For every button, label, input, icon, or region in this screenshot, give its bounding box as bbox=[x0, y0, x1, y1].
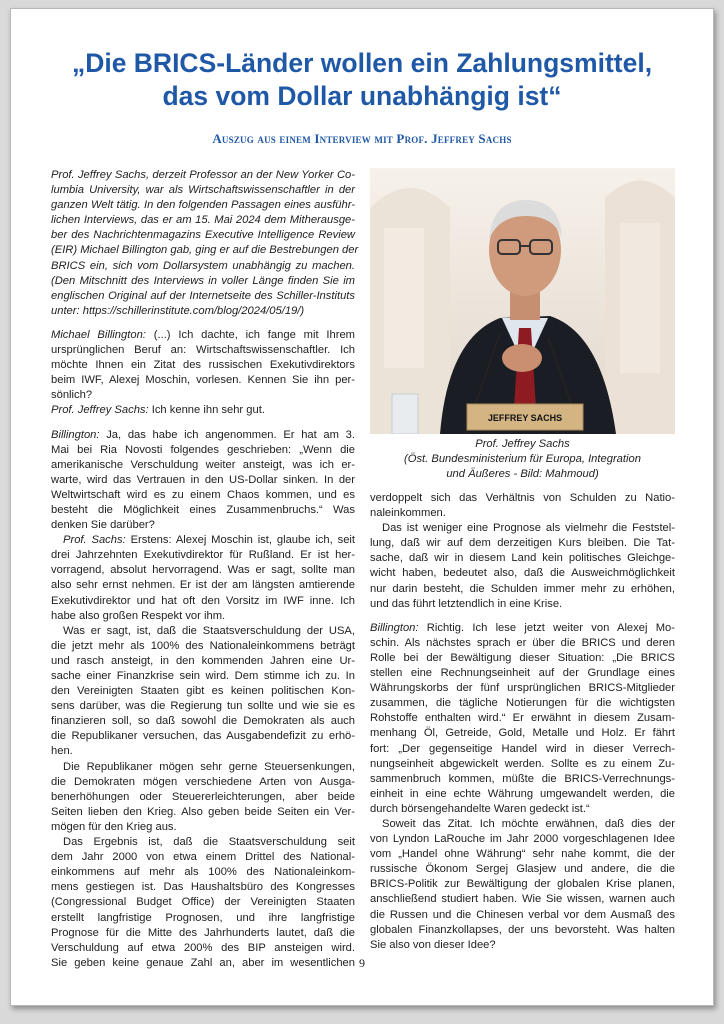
text-line: naleinkommen. bbox=[370, 507, 446, 520]
text-line: möchte Ihnen ein Zitat des russischen Exekutivdirektors bbox=[51, 359, 355, 372]
text-line: globalen Finanzkollapses, der uns bevorsteht. Was halten bbox=[370, 923, 675, 936]
text-line: einkommens auf mehr als 100% des Nationaleinkom- bbox=[51, 866, 355, 879]
magazine-page bbox=[10, 8, 714, 1006]
article-title bbox=[31, 47, 693, 113]
caption-line: Prof. Jeffrey Sachs bbox=[475, 438, 570, 450]
caption-line: (Öst. Bundesministerium für Europa, Integration bbox=[404, 453, 641, 465]
text-line: mögen für den Krieg aus. bbox=[51, 820, 177, 833]
left-column bbox=[51, 168, 359, 971]
intro-line: (EIR) Michael Billington gab, ging er auf die Bestrebungen der bbox=[51, 244, 359, 257]
text-line: lung, daß wir auf dem derzeitigen Kurs bleiben. Die Tat- bbox=[370, 537, 675, 550]
intro-line: lumbia University, war als Wirtschaftswissenschaftler in der bbox=[51, 184, 355, 197]
text-line: vorragend, absolut hervorragend. Was er sagt, sollte man bbox=[51, 564, 355, 577]
intro-line: ganzen Welt tätig. In den folgenden Passagen eines ausführ- bbox=[51, 199, 355, 212]
text-line: russische Ökonom Sergej Glasjew und andere, die die bbox=[370, 863, 675, 876]
intro-line: englischen Original auf der Internetseite des Schiller-Instituts bbox=[51, 289, 355, 302]
question-paragraph bbox=[51, 428, 355, 534]
text-line: drei Jahrzehnten Exekutivdirektor für Rußland. Er ist her- bbox=[51, 549, 355, 562]
text-line: menhang Öl, Getreide, Gold, Metalle und Holz. Er fährt bbox=[370, 727, 675, 740]
text-line: Erstens: Alexej Moschin ist, glaube ich, seit bbox=[125, 534, 356, 547]
speaker-label: Michael Billington: bbox=[51, 328, 146, 341]
question-paragraph bbox=[51, 328, 355, 419]
right-column bbox=[370, 491, 675, 953]
page-number: 9 bbox=[359, 956, 365, 970]
text-line: amerikanische Verschuldung weiter ansteigt, was ich er- bbox=[51, 458, 355, 471]
intro-line: (Den Mitschnitt des Interviews in voller Länge finden Sie im bbox=[51, 274, 355, 287]
text-line: vom „Handel ohne Währung“ sehr nahe kommt, die der bbox=[370, 848, 675, 861]
text-line: sache einer Finanzkrise sein wird. Dem stimme ich zu. In bbox=[51, 670, 355, 682]
text-line: mens gestiegen ist. Das Haushaltsbüro des Kongresses bbox=[51, 881, 355, 894]
text-line: und rasch ansteigt, in den kommenden Jahren eine Ur- bbox=[51, 654, 355, 667]
text-line: (...) Ich dachte, ich fange mit Ihrem bbox=[145, 328, 355, 341]
intro-line: BRICS ein, sich vom Dollarsystem unabhängig zu machen. bbox=[51, 259, 355, 272]
text-line: Exekutivdirektor und hat oft den Vorsitz im IWF inne. Ich bbox=[51, 594, 355, 607]
intro-line: ber des Nachrichtenmagazins Executive Intelligence Review bbox=[51, 229, 355, 242]
text-line: einheit in eine echte Währung umgewandelt werden, die bbox=[370, 787, 675, 800]
question-paragraph bbox=[370, 621, 675, 817]
text-line: sönlich? bbox=[51, 389, 93, 402]
text-line: Was er sagt, ist, daß die Staatsverschuldung der USA, bbox=[63, 624, 355, 637]
body-paragraph bbox=[51, 835, 355, 971]
speaker-photo bbox=[370, 168, 675, 434]
text-line: Richtig. Ich lese jetzt weiter von Alexej Mo- bbox=[418, 621, 675, 634]
article-subtitle: Auszug aus einem Interview mit Prof. Jeffrey Sachs bbox=[212, 131, 512, 146]
text-line: ursprünglichen Beruf an: Wirtschaftswissenschaftler. Ich bbox=[51, 344, 355, 357]
text-line: also sehr ernst nehmen. Er ist der am längsten amtierende bbox=[51, 579, 355, 592]
body-paragraph bbox=[51, 760, 355, 835]
text-line: Das ist weniger eine Prognose als vielmehr die Feststel- bbox=[382, 522, 675, 535]
text-line: hen. bbox=[51, 745, 73, 758]
caption-line: und Äußeres - Bild: Mahmoud) bbox=[446, 468, 599, 480]
text-line: die Russen und die Chinesen verbal vor dem Ausmaß des bbox=[370, 908, 675, 921]
text-line: nur darin besteht, die Schulden immer mehr zu erhöhen, bbox=[370, 582, 675, 595]
text-line: zusammen, die tägliche Notierungen für die wichtigsten bbox=[370, 697, 675, 710]
speaker-label: Billington: bbox=[51, 428, 100, 441]
intro-line: lichen Interviews, das er am 15. Mai 2024 dem Mitherausge- bbox=[51, 214, 355, 227]
title-line-1: „Die BRICS-Länder wollen ein Zahlungsmittel, bbox=[71, 48, 653, 78]
text-line: sammenbruch kommen, müßte die BRICS-Verrechnungs- bbox=[370, 772, 675, 785]
photo-illustration bbox=[370, 168, 675, 434]
nameplate-text: JEFFREY SACHS bbox=[487, 413, 563, 423]
text-line: den Vereinigten Staaten gibt es keinen politischen Kon- bbox=[51, 685, 355, 698]
text-line: Rolle bei der Bewältigung dieser Situation: „Die BRICS bbox=[370, 651, 675, 664]
text-line: Weltwirtschaft wird es zu einem Chaos kommen, und es bbox=[51, 488, 355, 501]
text-line: Währungskorbs der fünf ursprünglichen BRICS-Mitglieder bbox=[370, 682, 675, 695]
text-line: Verschuldung auf etwa 200% des BIP ansteigen wird. bbox=[51, 941, 355, 954]
text-line: BRICS-Politik zur Bewältigung der globalen Krise planen, bbox=[370, 878, 675, 891]
text-line: denken Sie darüber? bbox=[51, 519, 155, 532]
text-line: die Demokraten mögen verschiedene Arten von Ausga- bbox=[51, 775, 355, 788]
text-line: Rohstoffe enthalten wird.“ Er erwähnt in diesem Zusam- bbox=[370, 712, 675, 725]
text-line: stellen eine Rechnungseinheit auf der Grundlage eines bbox=[370, 667, 675, 680]
text-line: durch börsengehandelte Waren gedeckt ist.“ bbox=[370, 802, 590, 815]
text-line: die jetzt mehr als 100% des Nationaleinkommens beträgt bbox=[51, 639, 355, 652]
text-line: Ja, das habe ich angenommen. Er hat am 3. bbox=[99, 428, 355, 441]
text-line: besteht die Möglichkeit eines Zusammenbruchs.“ Was bbox=[51, 503, 355, 516]
text-line: nungseinheit abgewickelt werden. Sollte es zu einem Zu- bbox=[370, 757, 675, 770]
text-line: benerhöhungen oder Steuererleichterungen, aber beide bbox=[51, 790, 355, 803]
text-line: Sie geben keine genaue Zahl an, aber im wesentlichen bbox=[51, 956, 355, 969]
body-paragraph bbox=[51, 624, 355, 760]
text-line: Das Ergebnis ist, daß die Staatsverschuldung seit bbox=[63, 836, 355, 849]
text-line: beim IWF, Alexej Moschin, vorlesen. Kennen Sie ihn per- bbox=[51, 374, 355, 387]
text-line: finanzieren soll, so daß sowohl die Demokraten als auch bbox=[51, 715, 355, 728]
text-line: Ich kenne ihn sehr gut. bbox=[148, 404, 265, 417]
intro-paragraph bbox=[51, 168, 359, 319]
text-line: verdoppelt sich das Verhältnis von Schulden zu Natio- bbox=[370, 492, 675, 504]
text-line: anschließend studiert haben. Wie Sie wissen, warnen auch bbox=[370, 893, 675, 906]
body-paragraph bbox=[370, 521, 675, 612]
text-line: Die Republikaner mögen sehr gerne Steuersenkungen, bbox=[63, 760, 355, 773]
speaker-label: Billington: bbox=[370, 621, 419, 634]
speaker-label: Prof. Jeffrey Sachs: bbox=[51, 404, 149, 417]
text-line: fort: „Der gegenseitige Handel wird in dieser Verrech- bbox=[370, 742, 675, 755]
text-line: Prognose für die Mitte des Jahrhunderts lautet, daß die bbox=[51, 926, 355, 939]
text-line: von Lyndon LaRouche im Jahr 2000 vorgeschlagenen Idee bbox=[370, 833, 675, 846]
text-line: schin. Als nächstes sprach er über die BRICS und deren bbox=[370, 636, 675, 649]
text-line: Soweit das Zitat. Ich möchte erwähnen, daß dies der bbox=[382, 817, 675, 830]
intro-line: Prof. Jeffrey Sachs, derzeit Professor an der New Yorker Co- bbox=[51, 169, 355, 181]
answer-paragraph bbox=[51, 533, 355, 624]
text-line: Mai bei Ria Novosti folgendes geschrieben: „Wenn die bbox=[51, 443, 355, 456]
text-line: sache, daß wir in diesem Land kein politisches Gleichge- bbox=[370, 552, 675, 565]
text-line: und das führt letztendlich in eine Krise. bbox=[370, 597, 563, 610]
title-line-2: das vom Dollar unabhängig ist“ bbox=[162, 81, 562, 111]
speaker-label: Prof. Sachs: bbox=[63, 534, 126, 547]
text-line: (Congressional Budget Office) der Vereinigten Staaten bbox=[51, 896, 355, 909]
text-line: dem Jahr 2000 von etwa einem Drittel des National- bbox=[51, 851, 355, 864]
text-line: Sie also von dieser Idee? bbox=[370, 938, 496, 951]
text-line: wicht haben, bedeutet also, daß die Ausweichmöglichkeit bbox=[370, 567, 675, 580]
body-paragraph bbox=[370, 491, 675, 521]
intro-line: unter: https://schillerinstitute.com/blog/2024/05/19/) bbox=[51, 304, 305, 317]
text-line: warte, wird das Vertrauen in den US-Dollar sinken. In der bbox=[51, 473, 355, 486]
text-line: die Republikaner versuchen, das Ausgabendefizit zu erhö- bbox=[51, 730, 355, 743]
text-line: habe also großen Respekt vor ihm. bbox=[51, 609, 226, 622]
body-paragraph bbox=[370, 817, 675, 953]
text-line: erstellt langfristige Prognosen, und ihre langfristige bbox=[51, 911, 355, 924]
text-line: sens darüber, was die Regierung tun sollte und wie sie es bbox=[51, 700, 355, 713]
photo-caption bbox=[370, 437, 675, 482]
text-line: Seiten lieben den Krieg. Also geben beide Seiten ein Ver- bbox=[51, 805, 355, 818]
